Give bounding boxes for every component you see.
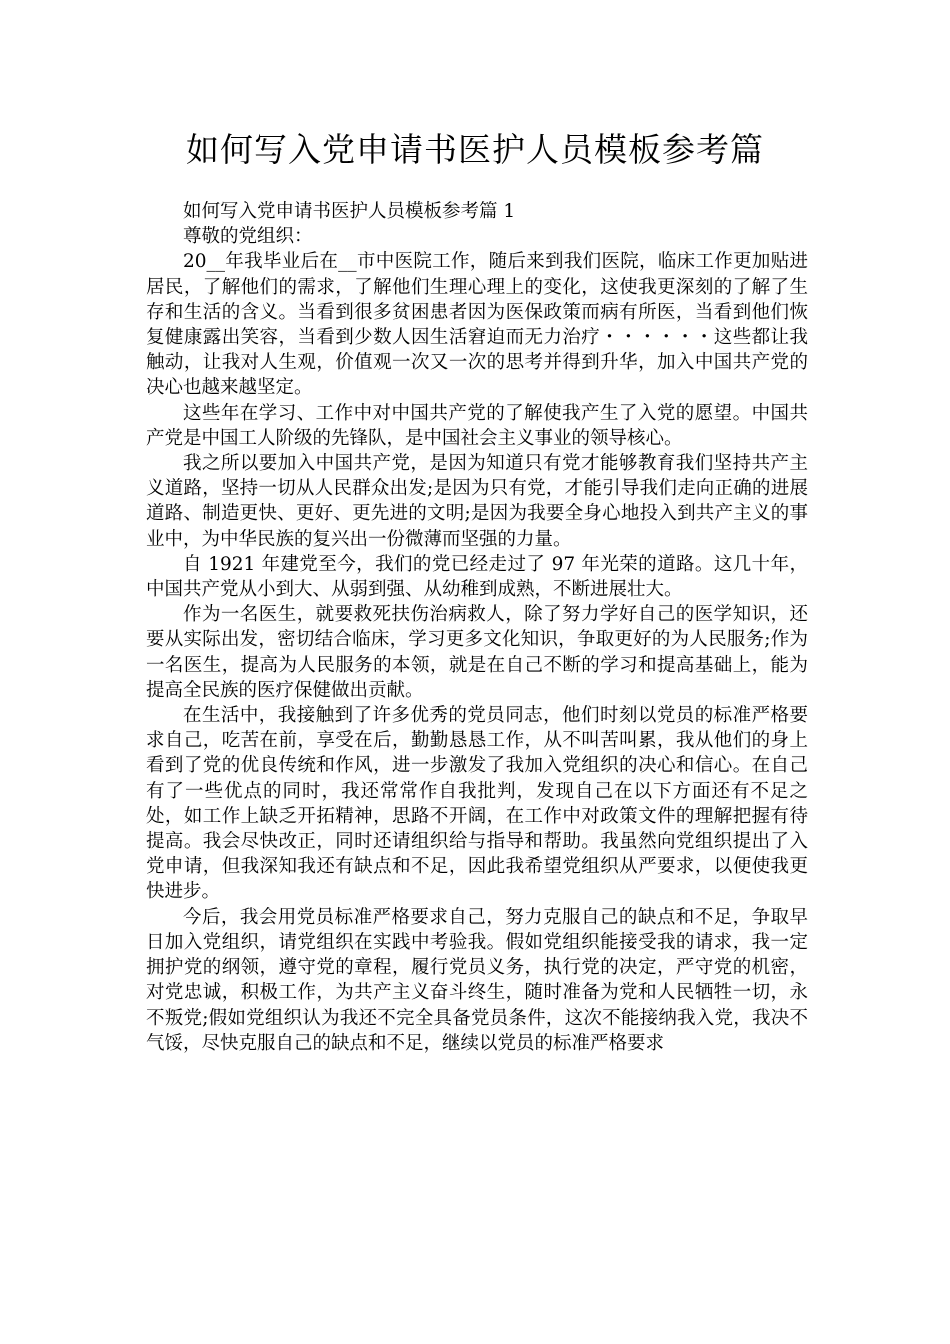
paragraph: 20__年我毕业后在__市中医院工作，随后来到我们医院，临床工作更加贴进居民，了解他们的需求，了解他们生理心理上的变化，这使我更深刻的了解了生存和生活的含义。当看到很多贫困患者因为医保政策而病有所医，当看到他们恢复健康露出笑容，当看到少数人因生活窘迫而无力治疗・・・・・・这些都让我触动，让我对人生观，价值观一次又一次的思考并得到升华，加入中国共产党的决心也越来越坚定。 — [146, 251, 808, 399]
paragraph: 自 1921 年建党至今，我们的党已经走过了 97 年光荣的道路。这几十年，中国共产党从小到大、从弱到强、从幼稚到成熟，不断进展壮大。 — [146, 553, 808, 601]
paragraph: 今后，我会用党员标准严格要求自己，努力克服自己的缺点和不足，争取早日加入党组织，请党组织在实践中考验我。假如党组织能接受我的请求，我一定拥护党的纲领，遵守党的章程，履行党员义务，执行党的决定，严守党的机密，对党忠诚，积极工作，为共产主义奋斗终生，随时准备为党和人民牺牲一切，永不叛党;假如党组织认为我还不完全具备党员条件，这次不能接纳我入党，我决不气馁，尽快克服自己的缺点和不足，继续以党员的标准严格要求 — [146, 906, 808, 1054]
document-body — [146, 199, 808, 1056]
paragraph: 我之所以要加入中国共产党，是因为知道只有党才能够教育我们坚持共产主义道路，坚持一切从人民群众出发;是因为只有党，才能引导我们走向正确的进展道路、制造更快、更好、更先进的文明;是因为我要全身心地投入到共产主义的事业中，为中华民族的复兴出一份微薄而坚强的力量。 — [146, 453, 808, 550]
paragraph: 作为一名医生，就要救死扶伤治病救人，除了努力学好自己的医学知识，还要从实际出发，密切结合临床，学习更多文化知识，争取更好的为人民服务;作为一名医生，提高为人民服务的本领，就是在自己不断的学习和提高基础上，能为提高全民族的医疗保健做出贡献。 — [146, 604, 808, 701]
document-title: 如何写入党申请书医护人员模板参考篇 — [186, 130, 764, 169]
salutation: 尊敬的党组织： — [183, 226, 313, 248]
paragraph: 在生活中，我接触到了许多优秀的党员同志，他们时刻以党员的标准严格要求自己，吃苦在前，享受在后，勤勤恳恳工作，从不叫苦叫累，我从他们的身上看到了党的优良传统和作风，进一步激发了我加入党组织的决心和信心。在自己有了一些优点的同时，我还常常作自我批判，发现自己在以下方面还有不足之处，如工作上缺乏开拓精神，思路不开阔，在工作中对政策文件的理解把握有待提高。我会尽快改正，同时还请组织给与指导和帮助。我虽然向党组织提出了入党申请，但我深知我还有缺点和不足，因此我希望党组织从严要求，以便使我更快进步。 — [146, 705, 808, 903]
document-subtitle: 如何写入党申请书医护人员模板参考篇 1 — [183, 201, 516, 222]
paragraph: 这些年在学习、工作中对中国共产党的了解使我产生了入党的愿望。中国共产党是中国工人阶级的先锋队，是中国社会主义事业的领导核心。 — [146, 402, 808, 449]
